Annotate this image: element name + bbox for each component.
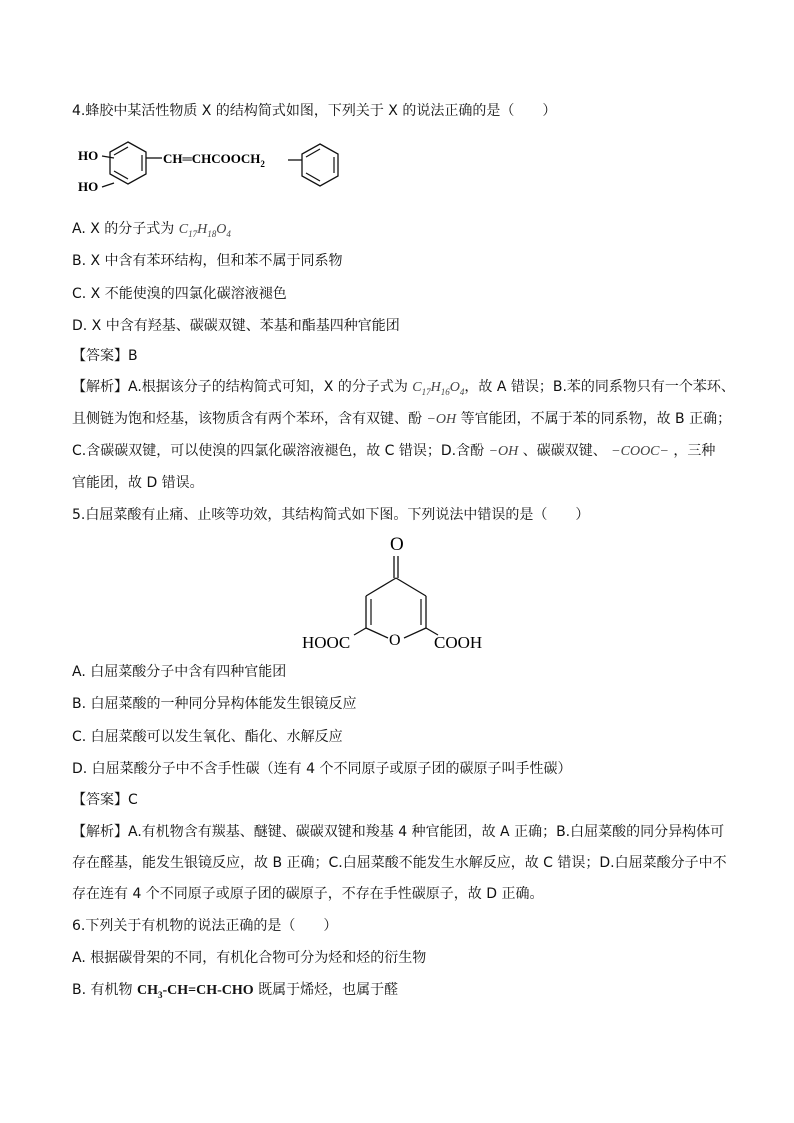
q4-option-c: C. X 不能使溴的四氯化碳溶液褪色: [72, 286, 287, 302]
q4-ho-top: HO: [78, 148, 99, 163]
q5-option-a: A. 白屈菜酸分子中含有四种官能团: [72, 664, 287, 680]
q5-left-group: HOOC: [302, 633, 351, 652]
q4-structure-figure: [76, 138, 346, 202]
q5-analysis-line-1: 【解析】A.有机物含有羰基、醚键、碳碳双键和羧基 4 种官能团，故 A 正确；B.白屈菜酸的同分异构体可: [72, 824, 725, 840]
phenyl-ring: [302, 144, 338, 186]
q4-stem: 4.蜂胶中某活性物质 X 的结构简式如图，下列关于 X 的说法正确的是（ ）: [72, 103, 557, 119]
q6-option-b: B. 有机物 $CH_3-CH=CH$-CHO 既属于烯烃，也属于醛: [72, 982, 399, 1000]
q4-chain: $CH═CHCOOCH_2$: [163, 151, 265, 169]
catechol-ring: [110, 142, 146, 184]
q4-option-d: D. X 中含有羟基、碳碳双键、苯基和酯基四种官能团: [72, 318, 400, 334]
q4-option-b: B. X 中含有苯环结构，但和苯不属于同系物: [72, 253, 343, 269]
q4-a-formula: $C_{17}H_{18}O_4$: [178, 222, 231, 239]
q5-option-c: C. 白屈菜酸可以发生氧化、酯化、水解反应: [72, 729, 343, 745]
q5-carbonyl-o: O: [390, 534, 404, 555]
q5-option-d: D. 白屈菜酸分子中不含手性碳（连有 4 个不同原子或原子团的碳原子叫手性碳）: [72, 761, 572, 777]
q6-stem: 6.下列关于有机物的说法正确的是（ ）: [72, 918, 338, 934]
q5-option-b: B. 白屈菜酸的一种同分异构体能发生银镜反应: [72, 696, 357, 712]
q4-answer: 【答案】B: [72, 348, 138, 364]
q5-analysis-line-2: 存在醛基，能发生银镜反应，故 B 正确；C.白屈菜酸不能发生水解反应，故 C 错误；D.白屈菜酸分子中不: [72, 855, 727, 871]
q5-analysis-line-3: 存在连有 4 个不同原子或原子团的碳原子，不存在手性碳原子，故 D 正确。: [72, 886, 544, 902]
q5-right-group: COOH: [434, 633, 483, 652]
q4-analysis-line-2: 且侧链为饱和烃基，该物质含有两个苯环，含有双键、酚 −OH 等官能团，不属于苯的同系物，故 B 正确；: [72, 411, 732, 427]
q4-analysis-formula: $C_{17}H_{16}O_4$: [412, 380, 465, 397]
q4-analysis-line-1: 【解析】A.根据该分子的结构简式可知，X 的分子式为 $C_{17}H_{16}O_4$，故 A 错误；B.苯的同系物只有一个苯环、: [72, 379, 735, 397]
q6-b-formula: $CH_3-CH=CH$-CHO: [136, 983, 254, 1000]
q5-structure-figure: [298, 530, 498, 656]
q4-option-a: A. X 的分子式为 $C_{17}H_{18}O_4$: [72, 221, 231, 239]
pyranone-ring: [366, 578, 426, 638]
q5-ring-o: O: [389, 632, 401, 649]
q4-analysis-line-4: 官能团，故 D 错误。: [72, 475, 204, 491]
q6-option-a: A. 根据碳骨架的不同，有机化合物可分为烃和烃的衍生物: [72, 950, 427, 966]
q4-ho-bottom: HO: [78, 179, 99, 194]
q5-stem: 5.白屈菜酸有止痛、止咳等功效，其结构简式如下图。下列说法中错误的是（ ）: [72, 507, 590, 523]
q4-analysis-line-3: C.含碳碳双键，可以使溴的四氯化碳溶液褪色，故 C 错误；D.含酚 −OH 、碳碳双键、 −COOC− ，三种: [72, 443, 716, 459]
q5-answer: 【答案】C: [72, 792, 138, 808]
